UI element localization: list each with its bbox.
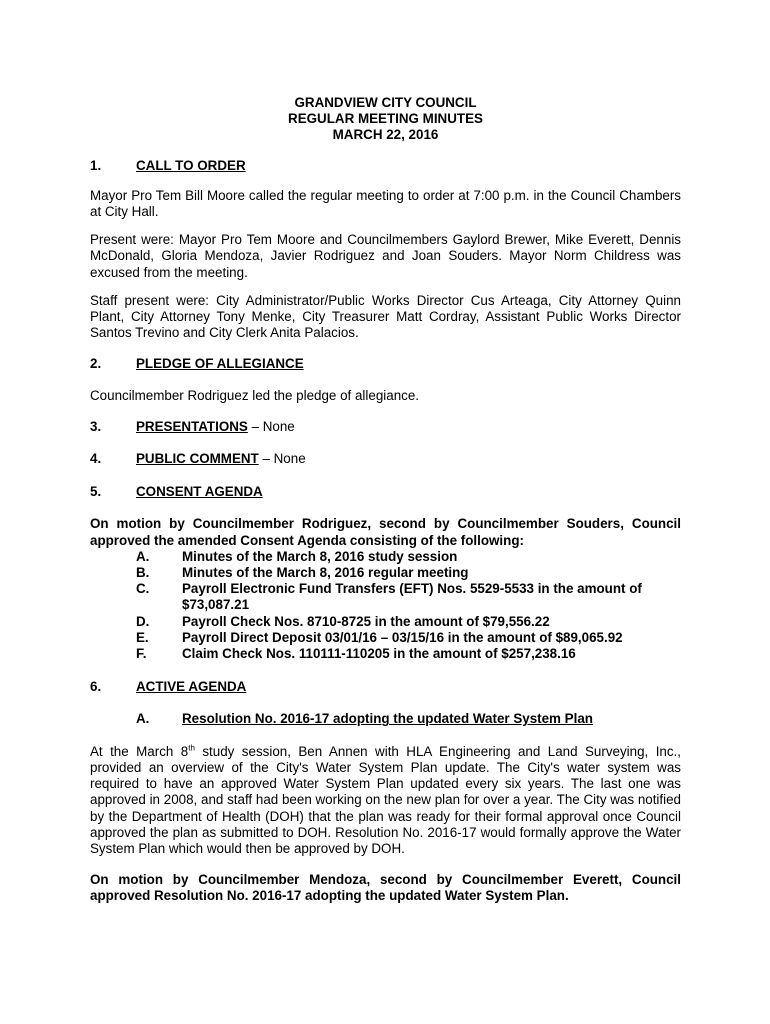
section-heading-pledge: 2. PLEDGE OF ALLEGIANCE [90, 356, 304, 372]
council-name: GRANDVIEW CITY COUNCIL [294, 95, 477, 110]
list-item: C. Payroll Electronic Fund Transfers (EFT) Nos. 5529-5533 in the amount of $73,087.21 [136, 581, 642, 613]
section-heading-presentations: 3. PRESENTATIONS – None [90, 418, 295, 434]
staff-paragraph: Staff present were: City Administrator/Public Works Director Cus Arteaga, City Attorney Quinn Plant, City Attorney Tony Menke, City Treasurer Matt Cordray, Assistant Public Works Director Santos Trevino and City Clerk Anita Palacios. [90, 292, 681, 341]
list-item: F. Claim Check Nos. 110111-110205 in the amount of $257,238.16 [136, 646, 576, 662]
list-item: E. Payroll Direct Deposit 03/01/16 – 03/15/16 in the amount of $89,065.92 [136, 629, 623, 645]
subsection-heading-resolution: A. Resolution No. 2016-17 adopting the updated Water System Plan [136, 711, 593, 727]
call-to-order-paragraph: Mayor Pro Tem Bill Moore called the regular meeting to order at 7:00 p.m. in the Council Chambers at City Hall. [90, 187, 681, 220]
section-heading-call-to-order: 1. CALL TO ORDER [90, 157, 246, 173]
section-heading-public-comment: 4. PUBLIC COMMENT – None [90, 451, 306, 467]
document-title: REGULAR MEETING MINUTES [288, 111, 483, 127]
consent-items-list [90, 549, 681, 662]
list-item: B. Minutes of the March 8, 2016 regular meeting [136, 565, 469, 581]
meeting-date: MARCH 22, 2016 [332, 127, 439, 143]
pledge-paragraph: Councilmember Rodriguez led the pledge of allegiance. [90, 387, 420, 403]
attendance-paragraph: Present were: Mayor Pro Tem Moore and Councilmembers Gaylord Brewer, Mike Everett, Dennis McDonald, Gloria Mendoza, Javier Rodriguez and Joan Souders. Mayor Norm Childress was excused from the meeting. [90, 232, 681, 280]
minutes-page [90, 95, 681, 905]
water-plan-paragraph: At the March 8th study session, Ben Annen with HLA Engineering and Land Surveying, Inc., provided an overview of the City's Water System Plan update. The City's water system was required to have an approved Water System Plan updated every six years. The last one was approved in 2008, and staff had been working on the new plan for over a year. The City was notified by the Department of Health (DOH) that the plan was ready for their formal approval once Council approved the plan as submitted to DOH. Resolution No. 2016-17 would formally approve the Water System Plan which would then be approved by DOH. [90, 743, 681, 856]
list-item: A. Minutes of the March 8, 2016 study session [136, 548, 458, 564]
section-heading-consent-agenda: 5. CONSENT AGENDA [90, 484, 263, 500]
list-item: D. Payroll Check Nos. 8710-8725 in the amount of $79,556.22 [136, 613, 550, 629]
section-heading-active-agenda: 6. ACTIVE AGENDA [90, 679, 247, 695]
consent-motion: On motion by Councilmember Rodriguez, second by Councilmember Souders, Council approved the amended Consent Agenda consisting of the following: [90, 516, 681, 548]
document-header [90, 95, 681, 144]
resolution-motion: On motion by Councilmember Mendoza, second by Councilmember Everett, Council approved Resolution No. 2016-17 adopting the updated Water System Plan. [90, 872, 681, 904]
